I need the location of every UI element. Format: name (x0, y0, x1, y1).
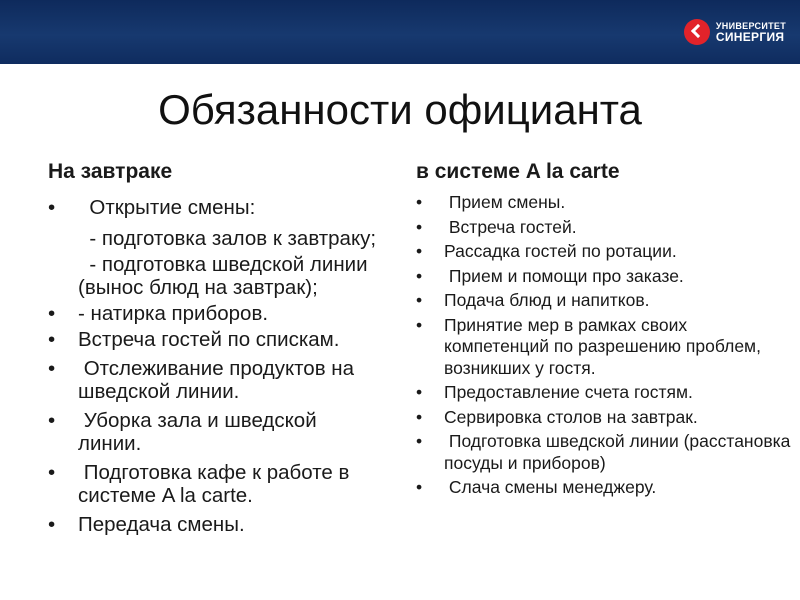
list-item (48, 227, 378, 250)
logo-line2: СИНЕРГИЯ (715, 30, 785, 44)
list-item (416, 431, 796, 474)
list-item-text: Подготовка шведской линии (расстановка посуды и приборов) (444, 431, 796, 473)
list-item (416, 192, 796, 214)
right-duties-list (416, 192, 796, 502)
bullet-icon: • (48, 461, 56, 484)
list-item-text: Подача блюд и напитков. (444, 290, 650, 310)
list-item-text: Открытие смены: (78, 196, 256, 219)
left-column-heading: На завтраке (48, 160, 173, 183)
list-item (48, 196, 378, 219)
list-item-text: Сервировка столов на завтрак. (444, 406, 698, 427)
bullet-icon: • (416, 216, 423, 237)
bullet-icon: • (416, 431, 423, 451)
bullet-icon: • (48, 196, 56, 219)
bullet-icon: • (416, 406, 423, 427)
bullet-icon: • (48, 357, 56, 380)
bullet-icon: • (416, 290, 423, 310)
bullet-icon: • (416, 477, 423, 497)
bullet-icon: • (416, 382, 423, 402)
list-item (48, 409, 378, 455)
chevron-logo-icon (684, 19, 710, 45)
slide-title: Обязанности официанта (158, 86, 642, 133)
list-item (48, 513, 378, 536)
list-item (48, 253, 378, 299)
list-item (48, 461, 378, 507)
list-item (416, 266, 796, 288)
list-item (416, 290, 796, 312)
list-item-text: Уборка зала и шведской линии. (78, 409, 323, 455)
list-item-text: Отслеживание продуктов на шведской линии. (78, 357, 360, 403)
list-item (416, 382, 796, 404)
list-item-text: - подготовка залов к завтраку; (78, 227, 377, 250)
university-logo (684, 18, 786, 46)
bullet-icon: • (416, 265, 423, 286)
list-item-text: Принятие мер в рамках своих компетенций по разрешению проблем, возникших у гостя. (444, 314, 761, 378)
list-item-text: Слача смены менеджеру. (444, 477, 657, 497)
list-item (416, 217, 796, 239)
list-item-text: Прием смены. (444, 192, 566, 212)
bullet-icon: • (416, 241, 423, 261)
left-duties-list (48, 196, 378, 539)
bullet-icon: • (48, 328, 56, 351)
list-item (416, 407, 796, 429)
list-item-text: Рассадка гостей по ротации. (444, 241, 677, 261)
bullet-icon: • (416, 192, 423, 212)
list-item-text: Подготовка кафе к работе в системе A la carte. (78, 461, 356, 507)
header-bar (0, 0, 800, 64)
list-item-text: Передача смены. (78, 513, 245, 536)
list-item (416, 315, 796, 380)
bullet-icon: • (48, 409, 56, 432)
list-item-text: Предоставление счета гостям. (444, 382, 693, 402)
bullet-icon: • (48, 302, 56, 325)
list-item-text: - натирка приборов. (78, 302, 269, 325)
list-item (48, 328, 378, 351)
right-column-heading: в системе A la carte (416, 160, 620, 183)
bullet-icon: • (48, 513, 56, 536)
list-item (48, 357, 378, 403)
list-item (416, 241, 796, 263)
list-item (416, 477, 796, 499)
logo-line1: УНИВЕРСИТЕТ (715, 21, 786, 31)
list-item-text: - подготовка шведской линии (вынос блюд на завтрак); (78, 253, 374, 299)
list-item-text: Встреча гостей. (444, 216, 577, 237)
list-item (48, 302, 378, 325)
list-item-text: Прием и помощи про заказе. (444, 265, 684, 286)
list-item-text: Встреча гостей по спискам. (78, 328, 340, 351)
bullet-icon: • (416, 314, 423, 335)
